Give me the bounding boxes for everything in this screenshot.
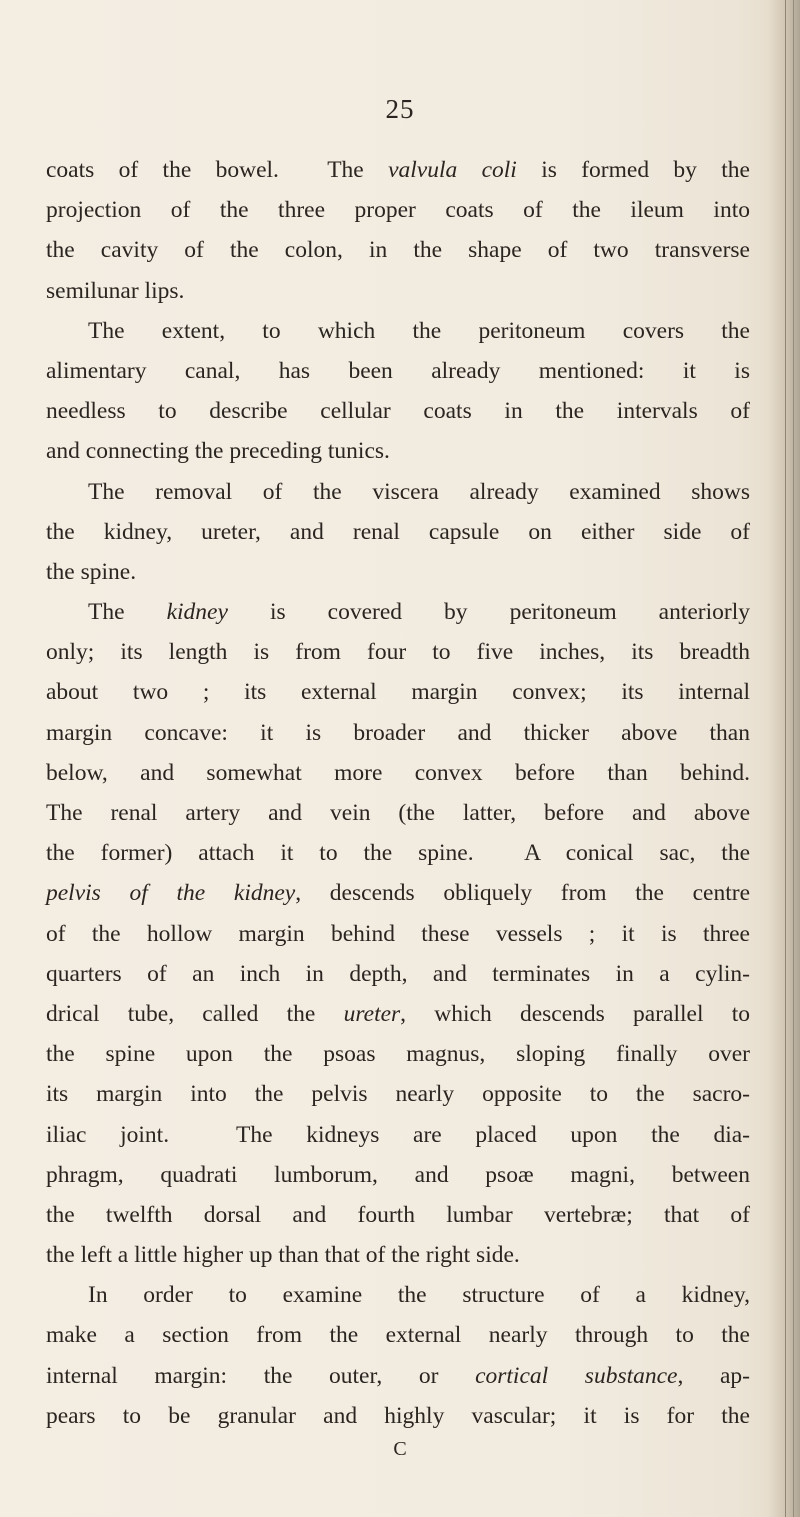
text-run: the left a little higher up than that of the right side.	[46, 1242, 520, 1269]
text-line	[46, 672, 750, 712]
text-line	[46, 833, 750, 873]
page-edge-line	[793, 0, 794, 1517]
text-run: pears to be granular and highly vascular; it is for the	[46, 1402, 750, 1429]
text-run: In order to examine the structure of a kidney,	[88, 1282, 750, 1309]
text-run: , ap-	[677, 1362, 750, 1389]
text-line	[46, 150, 750, 190]
page-number: 25	[385, 94, 415, 124]
text-run: phragm, quadrati lumborum, and psoæ magni, between	[46, 1161, 750, 1188]
text-line	[46, 512, 750, 552]
text-line	[46, 793, 750, 833]
text-run: iliac joint. The kidneys are placed upon the dia-	[46, 1121, 750, 1148]
text-run: of the hollow margin behind these vessels ; it is three	[46, 920, 750, 947]
italic-term: kidney	[166, 599, 228, 626]
text-run: the former) attach it to the spine. A conical sac, the	[46, 840, 750, 867]
text-line	[46, 1396, 750, 1436]
text-run: is formed by the	[516, 157, 750, 183]
text-run: quarters of an inch in depth, and terminates in a cylin-	[46, 960, 750, 987]
text-line	[46, 1356, 750, 1396]
text-line	[46, 632, 750, 672]
text-run: its margin into the pelvis nearly opposite to the sacro-	[46, 1081, 750, 1108]
text-run: is covered by peritoneum anteriorly	[227, 599, 750, 626]
text-line	[46, 391, 750, 431]
text-run: , descends obliquely from the centre	[295, 880, 751, 907]
italic-term: cortical substance	[475, 1362, 678, 1389]
text-line	[46, 1235, 750, 1275]
italic-term: valvula coli	[388, 157, 517, 183]
text-run: the spine upon the psoas magnus, sloping finally over	[46, 1041, 750, 1068]
text-line	[46, 472, 750, 512]
text-line	[46, 552, 750, 592]
text-run: and connecting the preceding tunics.	[46, 438, 390, 465]
text-run: make a section from the external nearly through to the	[46, 1322, 750, 1349]
text-run: coats of the bowel. The	[46, 157, 389, 183]
text-line	[46, 311, 750, 351]
text-line	[46, 230, 750, 270]
page-edge-line	[785, 0, 786, 1517]
body-text	[46, 150, 750, 1436]
text-run: alimentary canal, has been already mentioned: it is	[46, 357, 750, 384]
text-line	[46, 1115, 750, 1155]
text-run: semilunar lips.	[46, 277, 185, 304]
text-line	[46, 1195, 750, 1235]
text-line	[46, 753, 750, 793]
text-run: The	[88, 599, 167, 626]
text-line	[46, 1034, 750, 1074]
text-line	[46, 994, 750, 1034]
text-line	[46, 713, 750, 753]
text-run: the cavity of the colon, in the shape of two transverse	[46, 237, 750, 264]
text-line	[46, 914, 750, 954]
text-run: the twelfth dorsal and fourth lumbar vertebræ; that of	[46, 1201, 750, 1228]
page-edge-shadow	[768, 0, 800, 1517]
text-line	[46, 1074, 750, 1114]
text-run: The renal artery and vein (the latter, before and above	[46, 800, 750, 826]
text-run: the kidney, ureter, and renal capsule on either side of	[46, 518, 750, 545]
italic-term: pelvis of the kidney	[46, 880, 296, 907]
text-run: below, and somewhat more convex before than behind.	[46, 759, 750, 786]
text-line	[46, 873, 750, 913]
text-run: the spine.	[46, 558, 137, 585]
text-run: The extent, to which the peritoneum covers the	[88, 317, 750, 344]
text-run: about two ; its external margin convex; its internal	[46, 679, 750, 706]
text-run: drical tube, called the	[46, 1000, 344, 1027]
text-line	[46, 190, 750, 230]
text-line	[46, 351, 750, 391]
text-run: internal margin: the outer, or	[46, 1362, 476, 1389]
text-run: , which descends parallel to	[400, 1000, 751, 1027]
text-line	[46, 954, 750, 994]
text-line	[46, 1275, 750, 1315]
signature-mark: C	[393, 1438, 407, 1460]
text-line	[46, 592, 750, 632]
italic-term: ureter	[343, 1000, 401, 1027]
text-run: needless to describe cellular coats in the intervals of	[46, 398, 750, 425]
text-line	[46, 1315, 750, 1355]
text-run: margin concave: it is broader and thicker above than	[46, 719, 750, 746]
text-run: only; its length is from four to five inches, its breadth	[46, 639, 750, 666]
text-line	[46, 271, 750, 311]
text-line	[46, 431, 750, 471]
text-run: The removal of the viscera already examined shows	[88, 478, 750, 505]
text-run: projection of the three proper coats of the ileum into	[46, 197, 750, 224]
text-line	[46, 1155, 750, 1195]
